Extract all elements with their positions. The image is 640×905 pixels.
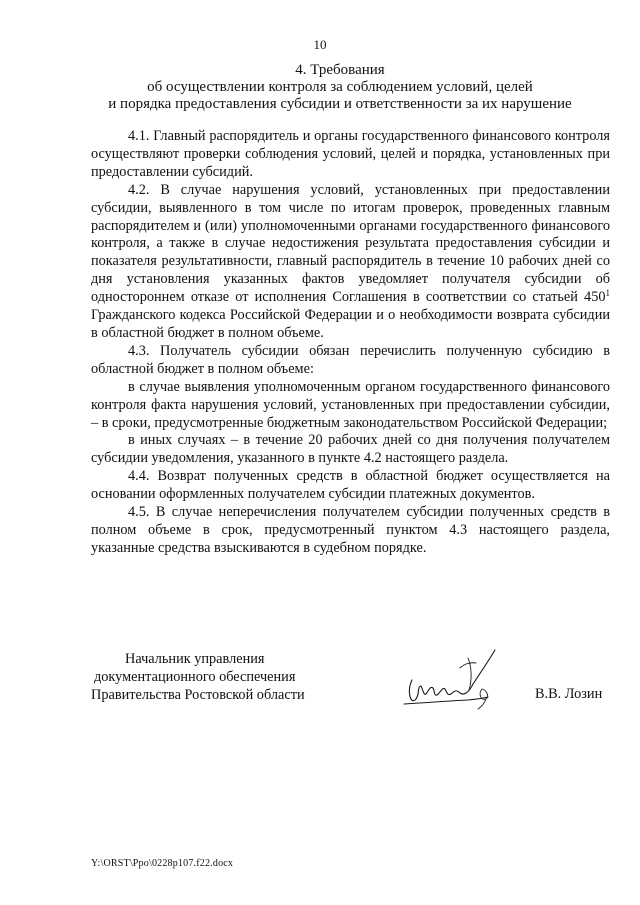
section-subtitle-line-1: об осуществлении контроля за соблюдением условий, целей [147, 79, 533, 95]
section-subtitle-line-2: и порядка предоставления субсидии и ответственности за их нарушение [108, 96, 572, 112]
superscript-1: 1 [605, 288, 610, 299]
paragraph-4-3-case-b: в иных случаях – в течение 20 рабочих дней со дня получения получателем субсидии уведомления, указанного в пункте 4.2 настоящего раздела. [91, 432, 610, 467]
paragraph-4-2-text-end: Гражданского кодекса Российской Федерации и о необходимости возврата субсидии в областной бюджет в полном объеме. [91, 307, 610, 341]
paragraph-4-1: 4.1. Главный распорядитель и органы государственного финансового контроля осуществляют проверки соблюдения условий, целей и порядка, установленных при предоставлении субсидий. [91, 128, 610, 180]
handwritten-signature [398, 646, 508, 716]
signer-title-line-3: Правительства Ростовской области [91, 687, 305, 703]
paragraph-4-2 [91, 182, 610, 343]
paragraph-4-2-text: 4.2. В случае нарушения условий, установленных при предоставлении субсидии, выявленного в том числе по итогам проверок, проведенных главным распорядителем и (или) уполномоченными органами государственного финансового контроля, а также в случае недостижения результата предоставления субсидии и показателя результативности, главный распорядитель в течение 10 рабочих дней со дня установления указанных фактов уведомляет получателя субсидии об одностороннем отказе от исполнения Соглашения в соответствии со статьей 450 [91, 181, 610, 306]
signer-name: В.В. Лозин [535, 686, 603, 702]
signer-title-line-2: документационного обеспечения [94, 669, 296, 685]
footer-file-path: Y:\ORST\Ppo\0228p107.f22.docx [91, 858, 234, 869]
signer-title [91, 650, 331, 704]
paragraph-4-5: 4.5. В случае неперечисления получателем субсидии полученных средств в полном объеме в срок, предусмотренный пунктом 4.3 настоящего раздела, указанные средства взыскиваются в судебном порядке. [91, 504, 610, 556]
document-body [91, 128, 610, 558]
paragraph-4-4: 4.4. Возврат полученных средств в областной бюджет осуществляется на основании оформленных получателем субсидии платежных документов. [91, 468, 610, 503]
page-number: 10 [313, 37, 327, 52]
paragraph-4-3: 4.3. Получатель субсидии обязан перечислить полученную субсидию в областной бюджет в полном объеме: [91, 342, 610, 377]
paragraph-4-3-case-a: в случае выявления уполномоченным органом государственного финансового контроля факта нарушения условий, установленных при предоставлении субсидии, – в сроки, предусмотренные бюджетным законодательством Российской Федерации; [91, 378, 610, 431]
signer-title-line-1: Начальник управления [125, 651, 265, 667]
section-heading [70, 62, 610, 113]
section-title: 4. Требования [295, 62, 385, 78]
